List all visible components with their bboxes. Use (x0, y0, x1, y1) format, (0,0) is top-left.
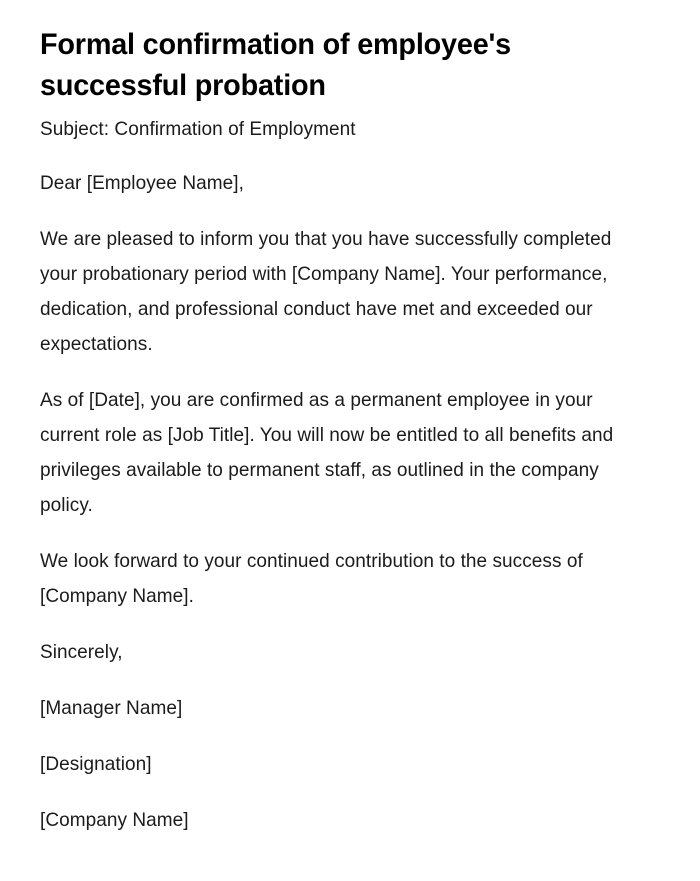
body-paragraph-1: We are pleased to inform you that you have successfully completed your probationary period with [Company Name]. Your performance, dedication, and professional conduct have met and exceeded our expectations. (40, 228, 612, 355)
letter-body (40, 112, 635, 838)
body-paragraph-3: We look forward to your continued contribution to the success of [Company Name]. (40, 550, 583, 607)
subject-line: Subject: Confirmation of Employment (40, 118, 356, 140)
signature-designation: [Designation] (40, 753, 152, 775)
salutation: Dear [Employee Name], (40, 172, 244, 194)
signature-company-name: [Company Name] (40, 809, 189, 831)
sign-off: Sincerely, (40, 641, 123, 663)
page-title: Formal confirmation of employee's successful probation (40, 28, 512, 102)
body-paragraph-2: As of [Date], you are confirmed as a permanent employee in your current role as [Job Title]. You will now be entitled to all benefits and privileges available to permanent staff, as outlined in the company policy. (40, 389, 614, 516)
signature-manager-name: [Manager Name] (40, 697, 183, 719)
